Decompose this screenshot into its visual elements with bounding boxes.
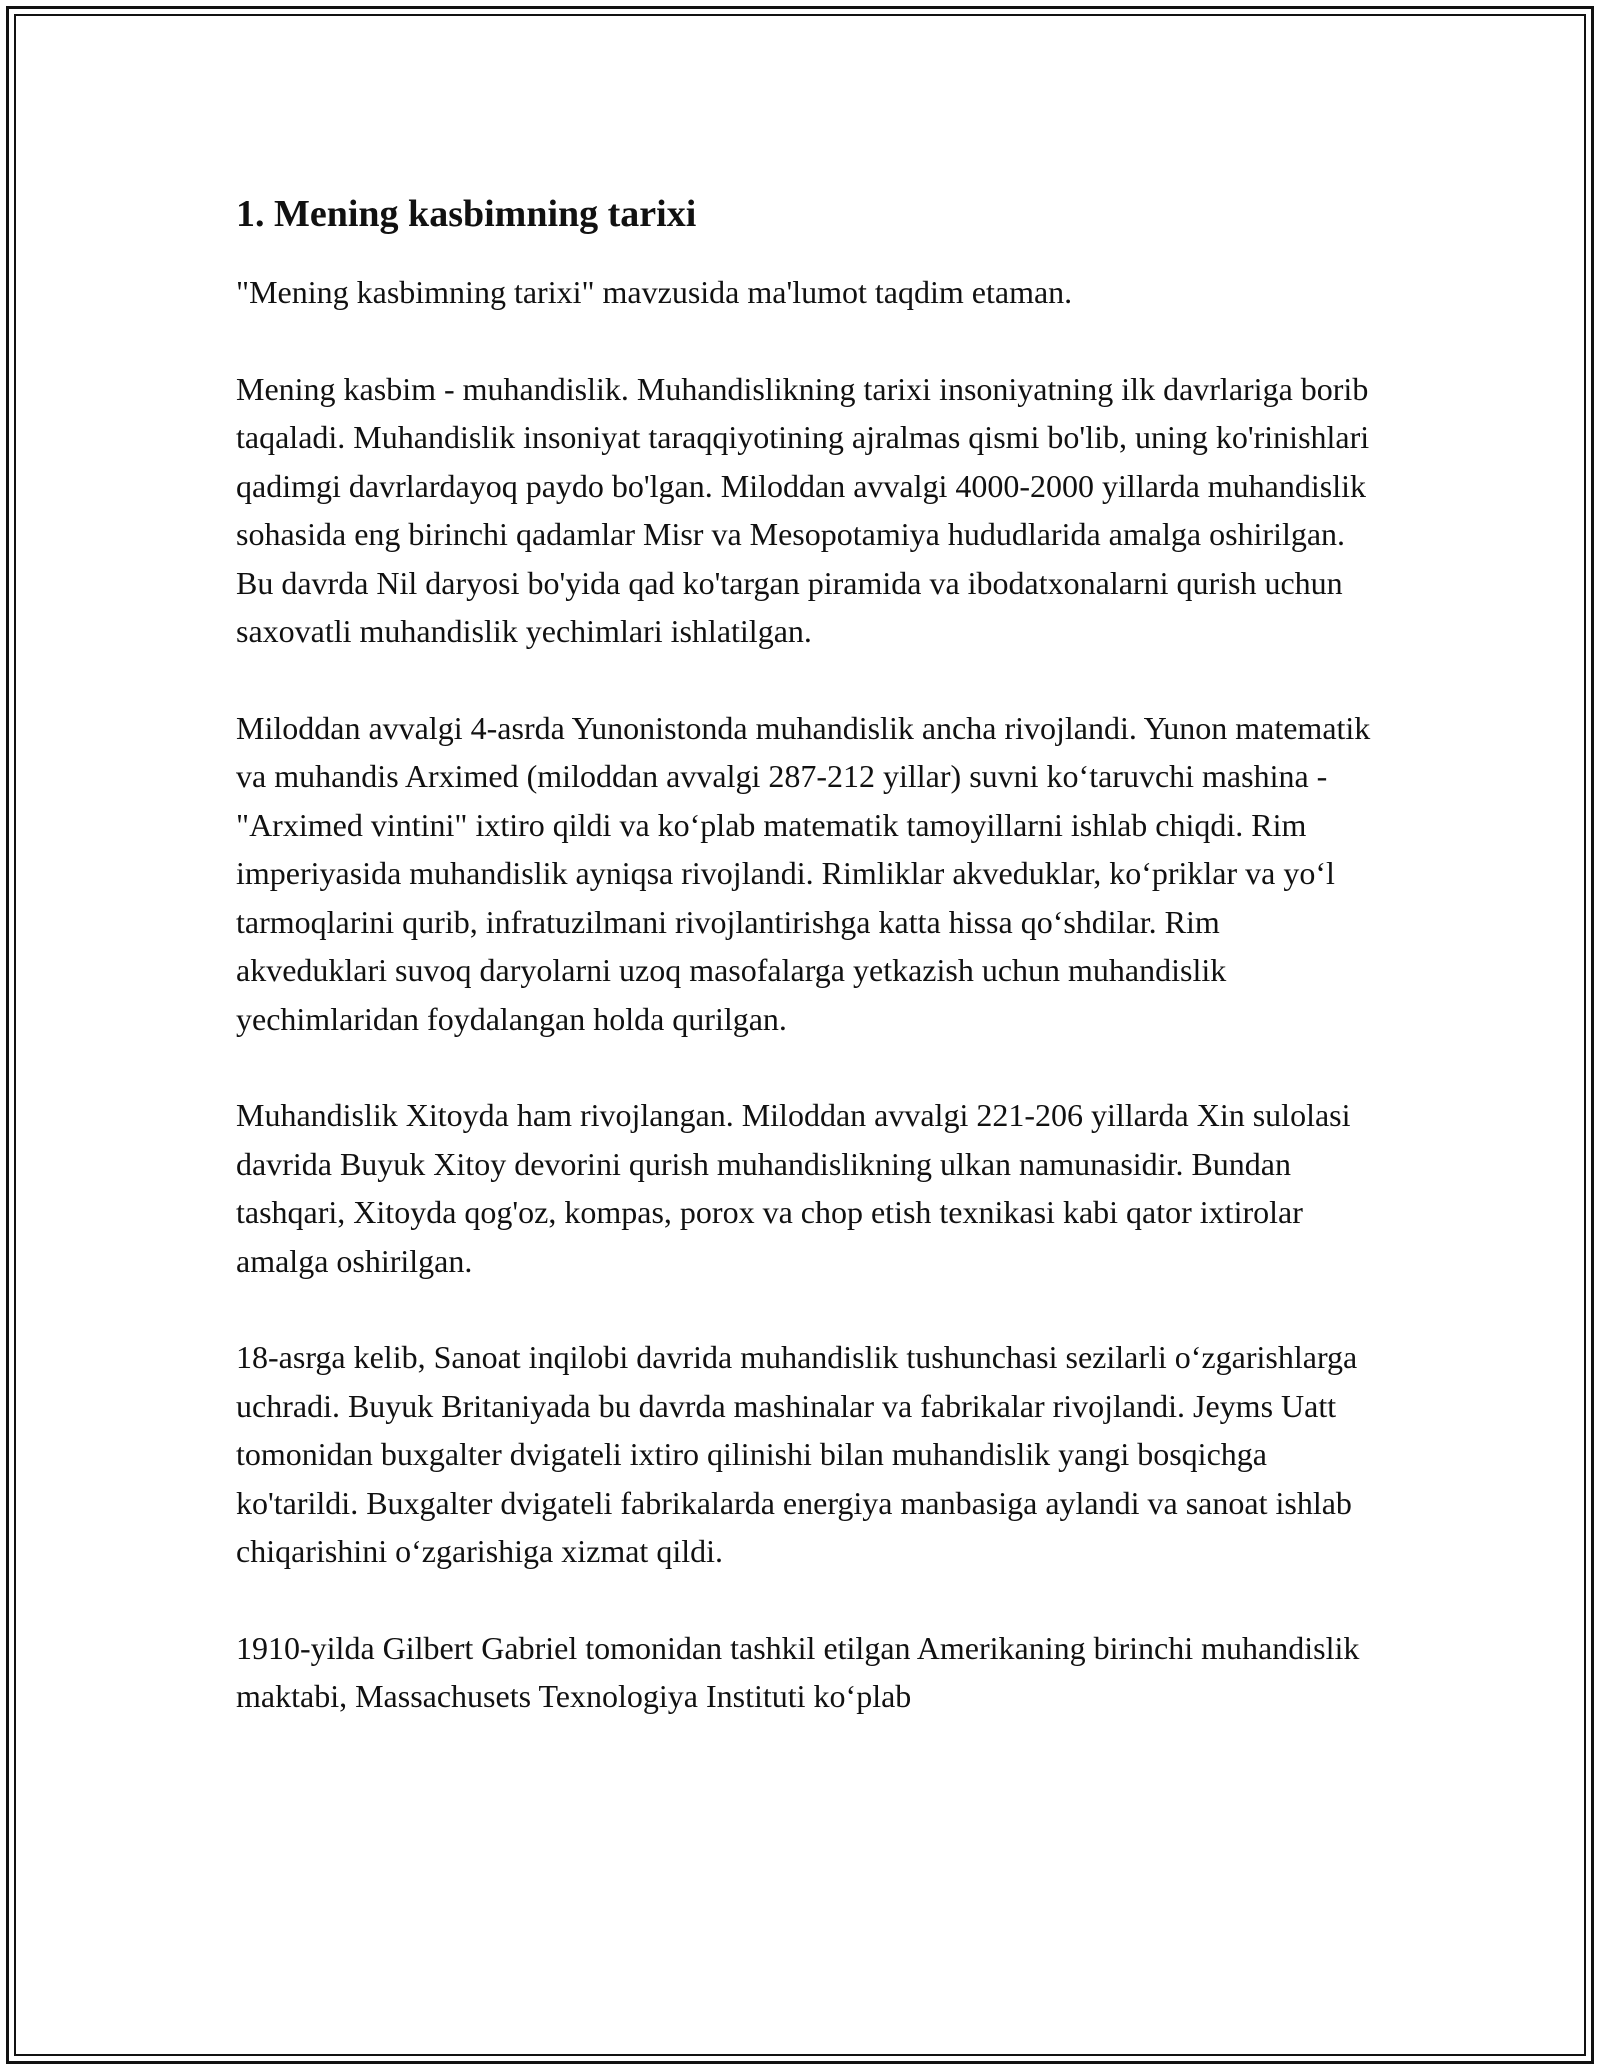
paragraph-intro: "Mening kasbimning tarixi" mavzusida ma'lumot taqdim etaman. — [236, 274, 1073, 310]
document-body — [236, 186, 1371, 1769]
paragraph-mit: 1910-yilda Gilbert Gabriel tomonidan tashkil etilgan Amerikaning birinchi muhandislik maktabi, Massachusets Texnologiya Instituti koʻplab — [236, 1629, 1360, 1714]
document-title: 1. Mening kasbimning tarixi — [236, 193, 697, 235]
paragraph-ancient-origins: Mening kasbim - muhandislik. Muhandislikning tarixi insoniyatning ilk davrlariga borib taqaladi. Muhandislik insoniyat taraqqiyotining ajralmas qismi bo'lib, uning ko'rinishlari qadimgi davrlardayoq paydo bo'lgan. Miloddan avvalgi 4000-2000 yillarda muhandislik sohasida eng birinchi qadamlar Misr va Mesopotamiya hududlarida amalga oshirilgan. Bu davrda Nil daryosi bo'yida qad ko'targan piramida va ibodatxonalarni qurish uchun saxovatli muhandislik yechimlari ishlatilgan. — [236, 370, 1370, 649]
paragraph-industrial-revolution: 18-asrga kelib, Sanoat inqilobi davrida muhandislik tushunchasi sezilarli oʻzgarishlarga uchradi. Buyuk Britaniyada bu davrda mashinalar va fabrikalar rivojlandi. Jeyms Uatt tomonidan buxgalter dvigateli ixtiro qilinishi bilan muhandislik yangi bosqichga ko'tarildi. Buxgalter dvigateli fabrikalarda energiya manbasiga aylandi va sanoat ishlab chiqarishini oʻzgarishiga xizmat qildi. — [236, 1339, 1358, 1569]
paragraph-china: Muhandislik Xitoyda ham rivojlangan. Miloddan avvalgi 221-206 yillarda Xin sulolasi davrida Buyuk Xitoy devorini qurish muhandislikning ulkan namunasidir. Bundan tashqari, Xitoyda qog'oz, kompas, porox va chop etish texnikasi kabi qator ixtirolar amalga oshirilgan. — [236, 1097, 1351, 1279]
paragraph-greece-rome: Miloddan avvalgi 4-asrda Yunonistonda muhandislik ancha rivojlandi. Yunon matematik va muhandis Arximed (miloddan avvalgi 287-212 yillar) suvni koʻtaruvchi mashina - "Arximed vintini" ixtiro qildi va koʻplab matematik tamoyillarni ishlab chiqdi. Rim imperiyasida muhandislik ayniqsa rivojlandi. Rimliklar akveduklar, koʻpriklar va yoʻl tarmoqlarini qurib, infratuzilmani rivojlantirishga katta hissa qoʻshdilar. Rim akveduklari suvoq daryolarni uzoq masofalarga yetkazish uchun muhandislik yechimlaridan foydalangan holda qurilgan. — [236, 709, 1371, 1037]
